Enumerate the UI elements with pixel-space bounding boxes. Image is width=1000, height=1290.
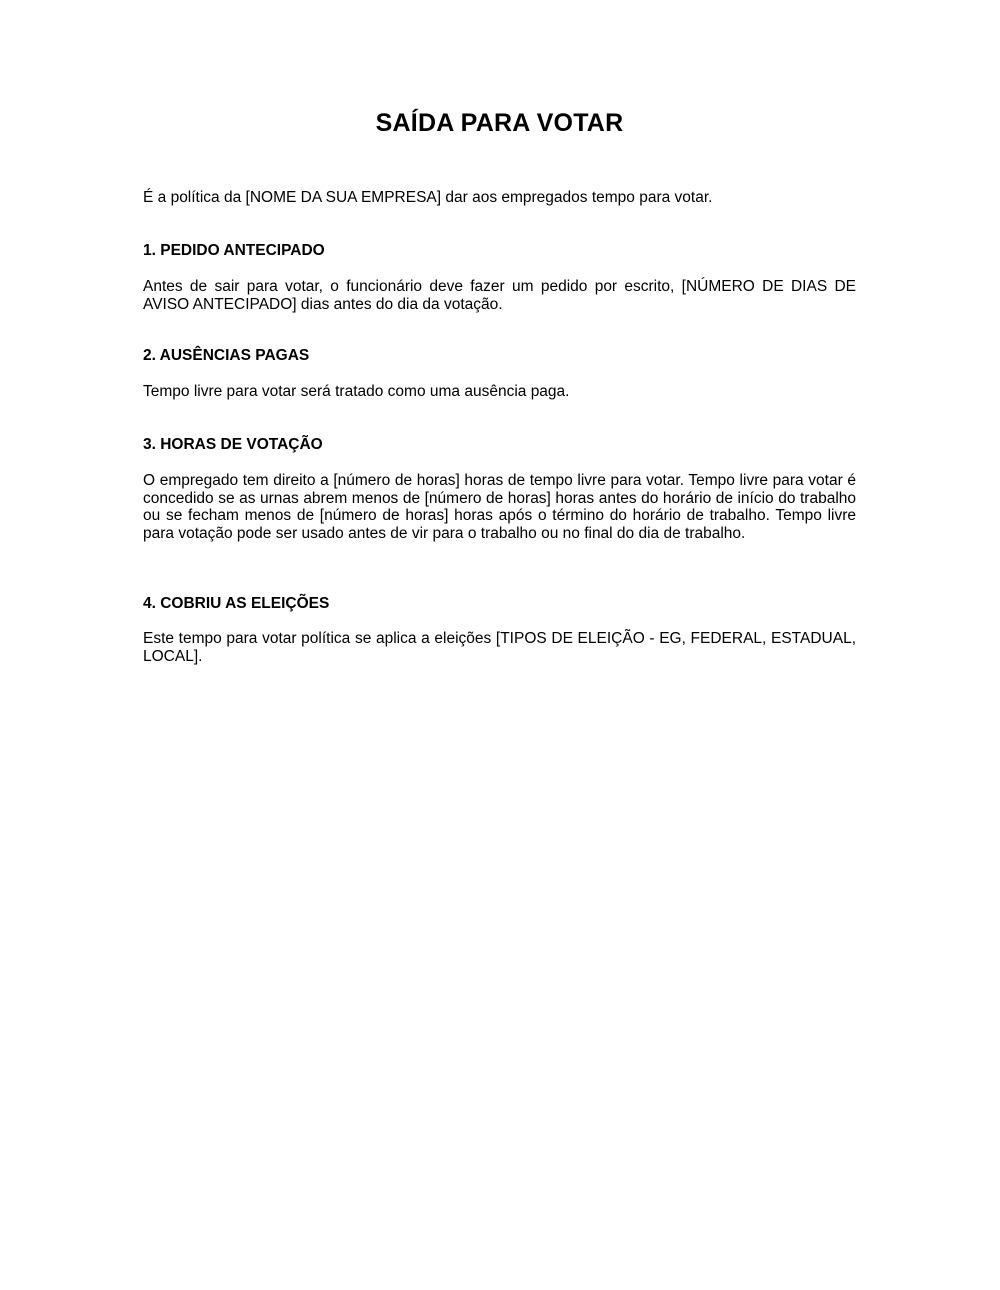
section-heading-advance-request: 1. PEDIDO ANTECIPADO [143, 242, 325, 259]
section-heading-paid-absences: 2. AUSÊNCIAS PAGAS [143, 347, 310, 364]
document-title: SAÍDA PARA VOTAR [375, 109, 624, 137]
section-body-advance-request: Antes de sair para votar, o funcionário deve fazer um pedido por escrito, [NÚMERO DE DIAS DE AVISO ANTECIPADO] dias antes do dia da votação. [143, 278, 856, 313]
section-body-covered-elections: Este tempo para votar política se aplica a eleições [TIPOS DE ELEIÇÃO - EG, FEDERAL, ESTADUAL, LOCAL]. [143, 630, 856, 665]
section-body-paid-absences: Tempo livre para votar será tratado como uma ausência paga. [143, 383, 570, 400]
section-heading-covered-elections: 4. COBRIU AS ELEIÇÕES [143, 595, 330, 612]
intro-paragraph: É a política da [NOME DA SUA EMPRESA] dar aos empregados tempo para votar. [143, 189, 713, 206]
section-heading-voting-hours: 3. HORAS DE VOTAÇÃO [143, 436, 323, 453]
section-body-voting-hours: O empregado tem direito a [número de horas] horas de tempo livre para votar. Tempo livre para votar é concedido se as urnas abrem menos de [número de horas] horas antes do horário de início do trabalho ou se fecham menos de [número de horas] horas após o término do horário de trabalho. Tempo livre para votação pode ser usado antes de vir para o trabalho ou no final do dia de trabalho. [143, 472, 856, 542]
